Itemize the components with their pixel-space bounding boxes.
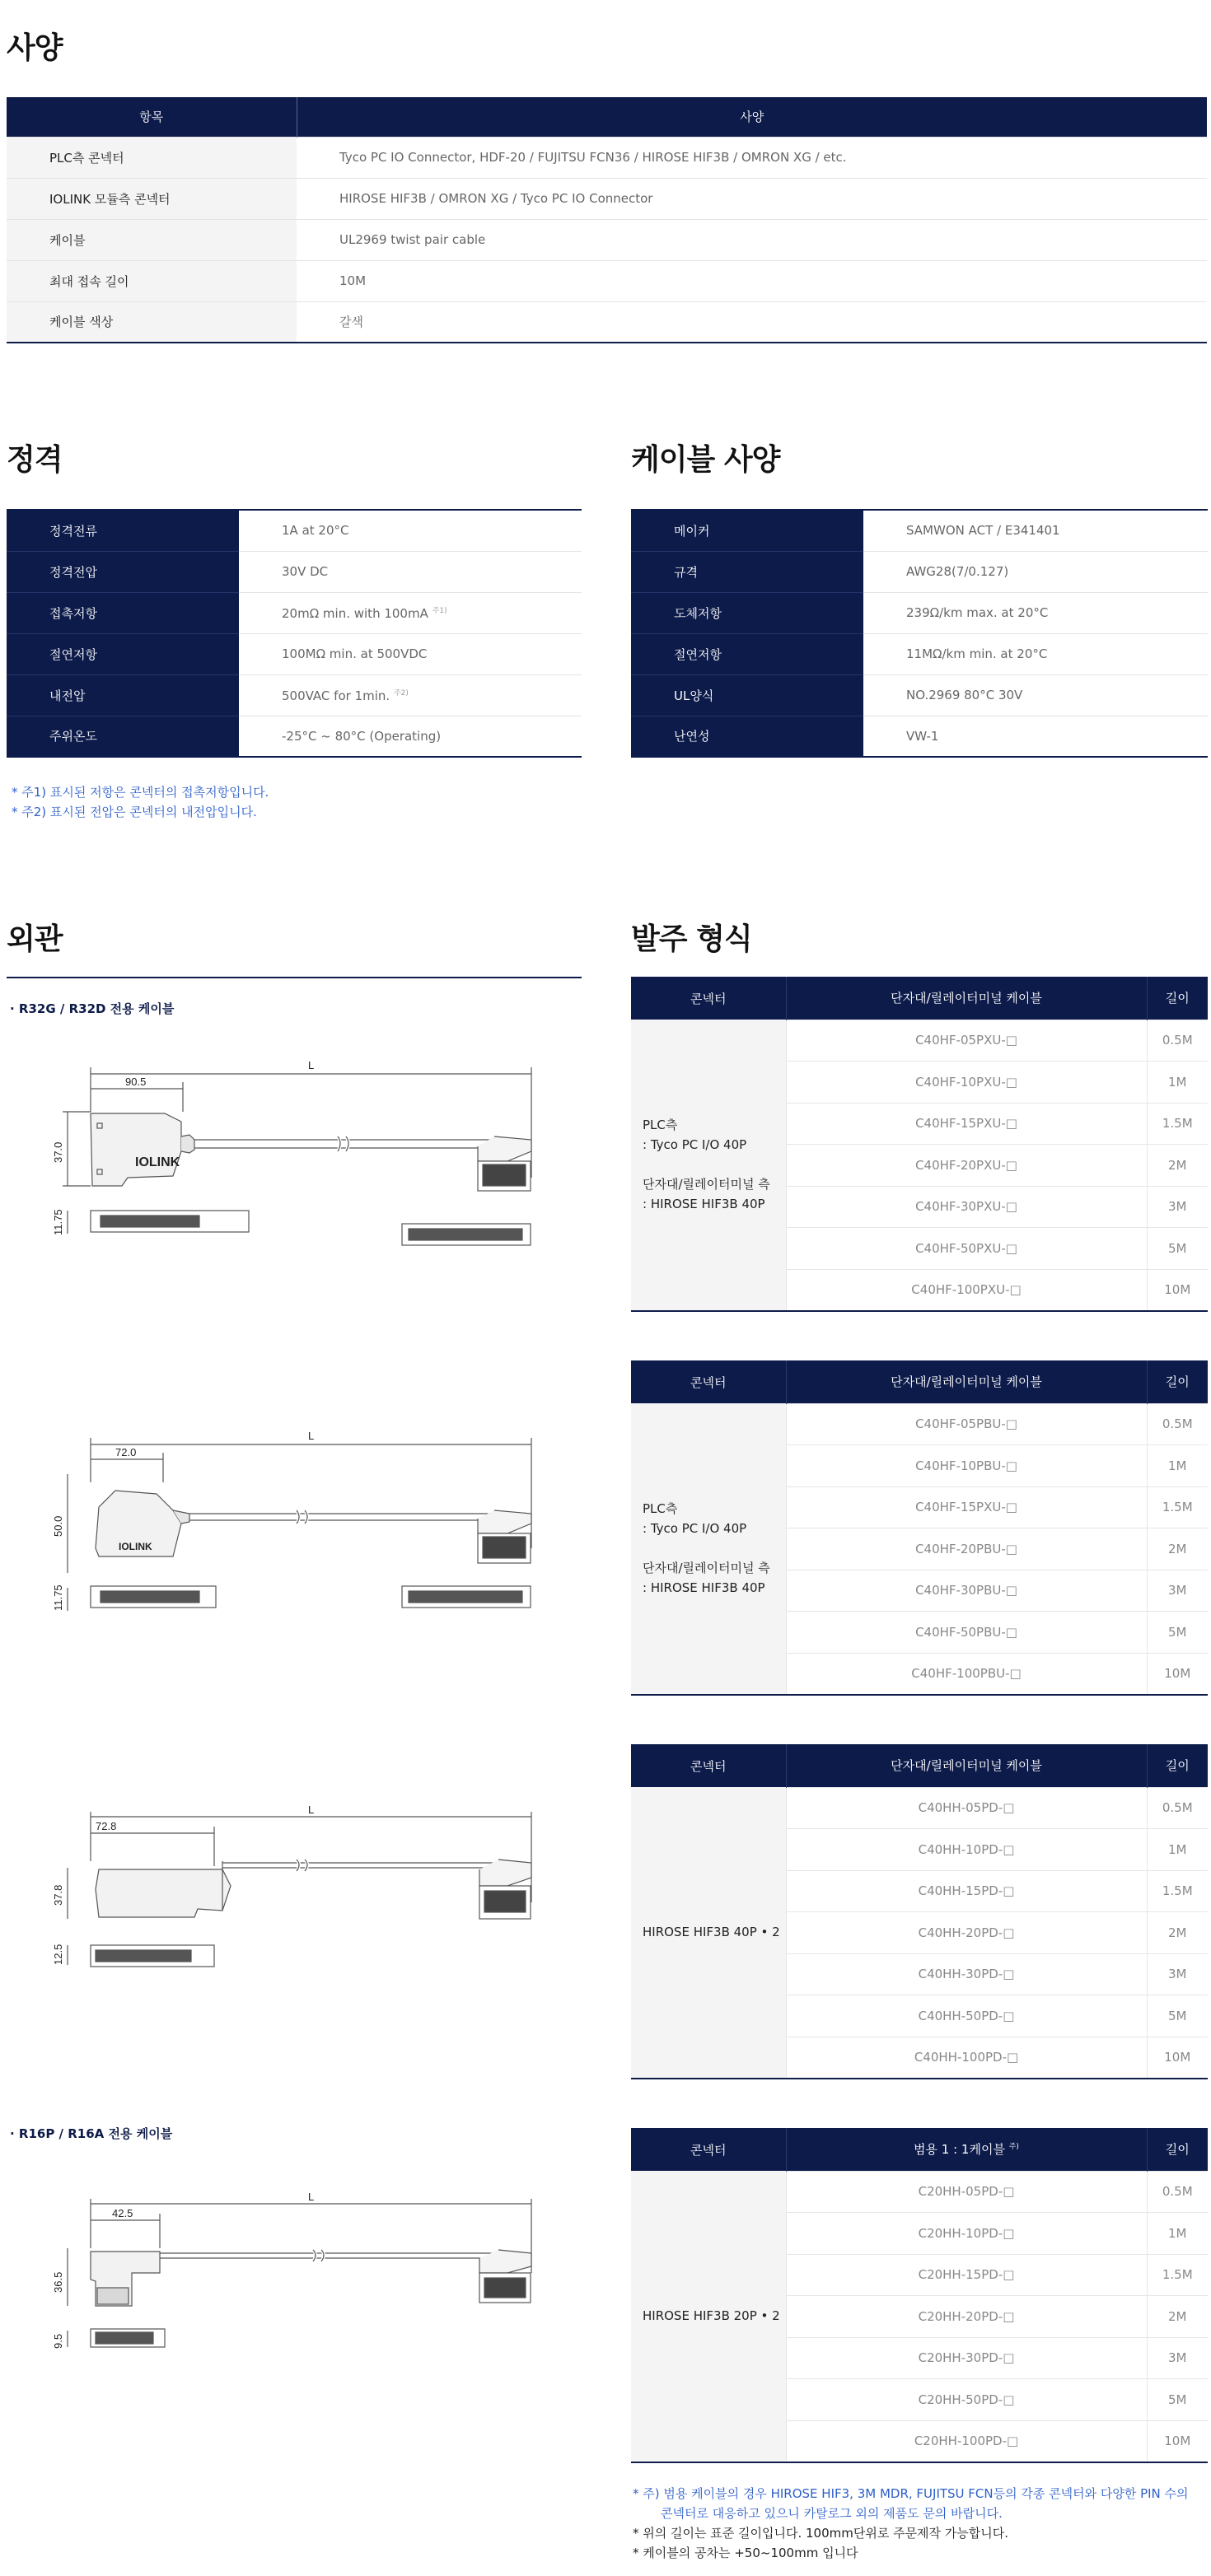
appearance-label-r16: · R16P / R16A 전용 케이블 — [10, 2126, 173, 2141]
table-row: C40HH-10PD-□ 1M — [631, 1829, 1208, 1871]
connector-cell: HIROSE HIF3B 20P • 2 — [631, 2171, 786, 2462]
table-row: C40HF-100PBU-□ 10M — [631, 1653, 1208, 1695]
table-row: C20HH-50PD-□ 5M — [631, 2379, 1208, 2421]
dimension-depth: 9.5 — [52, 2333, 64, 2349]
connector-cell: PLC측 : Tyco PC I/O 40P 단자대/릴레이터미널 측 : HIROSE HIF3B 40P — [631, 1403, 786, 1695]
table-row: 내전압 500VAC for 1min. $^{주2)}$ — [7, 674, 582, 716]
rating-table — [7, 509, 582, 758]
order-note-dark: * 위의 길이는 표준 길이입니다. 100mm단위로 주문제작 가능합니다. * 케이블의 공차는 +50~100mm 입니다 — [633, 2526, 1009, 2560]
order-table-1: 콘넥터 단자대/릴레이터미널 케이블 길이 PLC측 : Tyco PC I/O 40P 단자대/릴레이터미널 측 : HIROSE HIF3B 40P C40HF-05PXU-□ 0.5M C40HF-10PXU-□ 1M C40HF-15PXU-□ 1.5M C40HF-20PXU-□ 2M C40HF-30PXU-□ 3M C40HF-50PXU-□ 5M C40HF-100PXU-□ 10M — [631, 977, 1208, 1312]
dimension-length: L — [308, 1430, 315, 1442]
table-row: 케이블 UL2969 twist pair cable — [7, 219, 1207, 260]
dimension-height: 37.0 — [52, 1141, 64, 1163]
order-table-3: 콘넥터 단자대/릴레이터미널 케이블 길이 HIROSE HIF3B 40P • 2 C40HH-05PD-□ 0.5M C40HH-10PD-□ 1M C40HH-15PD-□ 1.5M C40HH-20PD-□ 2M C40HH-30PD-□ 3M C40HH-50PD-□ 5M C40HH-100PD-□ 10M — [631, 1744, 1208, 2079]
dimension-width: 90.5 — [125, 1076, 147, 1088]
footnote-marker: 주2) — [393, 689, 409, 698]
table-row: 절연저항 100MΩ min. at 500VDC — [7, 633, 582, 674]
dimension-height: 50.0 — [52, 1515, 64, 1537]
dimension-length: L — [308, 1804, 315, 1816]
cable-drawing-svg — [49, 1054, 544, 1252]
dimension-length: L — [308, 2191, 315, 2203]
table-row: C20HH-100PD-□ 10M — [631, 2420, 1208, 2462]
cable-drawing-svg — [49, 1425, 544, 1622]
table-row: C40HF-30PXU-□ 3M — [631, 1186, 1208, 1228]
table-row: C40HF-15PXU-□ 1.5M — [631, 1103, 1208, 1145]
table-row: 규격 AWG28(7/0.127) — [631, 551, 1208, 592]
table-row: HIROSE HIF3B 20P • 2 C20HH-05PD-□ 0.5M — [631, 2171, 1208, 2213]
table-row: C40HH-20PD-□ 2M — [631, 1912, 1208, 1954]
table-row: C40HF-20PBU-□ 2M — [631, 1528, 1208, 1570]
table-row: C40HH-15PD-□ 1.5M — [631, 1870, 1208, 1912]
table-row: C40HF-100PXU-□ 10M — [631, 1269, 1208, 1311]
cable-drawing-3 — [49, 1804, 544, 1985]
table-row: C20HH-30PD-□ 3M — [631, 2337, 1208, 2379]
dimension-length: L — [308, 1059, 315, 1071]
table-row: C20HH-20PD-□ 2M — [631, 2296, 1208, 2338]
table-row: C40HH-100PD-□ 10M — [631, 2037, 1208, 2079]
spec-title: 사양 — [7, 31, 63, 65]
appearance-label-r32: · R32G / R32D 전용 케이블 — [10, 1001, 175, 1016]
table-row: 접촉저항 20mΩ min. with 100mA $^{주1)}$ — [7, 592, 582, 633]
cable-drawing-2 — [49, 1425, 544, 1622]
dimension-height: 36.5 — [52, 2271, 64, 2293]
table-row: C40HF-50PBU-□ 5M — [631, 1612, 1208, 1654]
rating-title: 정격 — [7, 443, 63, 477]
table-row: 메이커 SAMWON ACT / E341401 — [631, 510, 1208, 551]
cable-drawing-4 — [49, 2191, 544, 2355]
dimension-width: 72.0 — [115, 1446, 137, 1458]
table-row: UL양식 NO.2969 80°C 30V — [631, 674, 1208, 716]
table-row: 케이블 색상 갈색 — [7, 301, 1207, 343]
table-row: IOLINK 모듈측 콘넥터 HIROSE HIF3B / OMRON XG / Tyco PC IO Connector — [7, 178, 1207, 219]
cable-drawing-1 — [49, 1054, 544, 1252]
dimension-depth: 11.75 — [52, 1209, 64, 1235]
table-row: 정격전압 30V DC — [7, 551, 582, 592]
table-row: C40HF-20PXU-□ 2M — [631, 1145, 1208, 1187]
table-row: C20HH-10PD-□ 1M — [631, 2213, 1208, 2255]
spec-table — [7, 97, 1207, 343]
table-row: C40HH-30PD-□ 3M — [631, 1953, 1208, 1995]
dimension-width: 42.5 — [112, 2207, 133, 2219]
order-title: 발주 형식 — [631, 922, 752, 956]
rating-notes: * 주1) 표시된 저항은 콘넥터의 접촉저항입니다. * 주2) 표시된 전압은 콘넥터의 내전압입니다. — [12, 785, 269, 819]
cable-drawing-svg — [49, 1804, 544, 1985]
table-row: 정격전류 1A at 20°C — [7, 510, 582, 551]
appearance-title: 외관 — [7, 922, 63, 956]
order-note-blue: * 주) 범용 케이블의 경우 HIROSE HIF3, 3M MDR, FUJITSU FCN등의 각종 콘넥터와 다양한 PIN 수의 콘넥터로 대응하고 있으니 카탈로그 외의 제품도 문의 바랍니다. — [633, 2486, 1189, 2521]
table-row: 절연저항 11MΩ/km min. at 20°C — [631, 633, 1208, 674]
appearance-divider — [7, 977, 582, 978]
table-row: C20HH-15PD-□ 1.5M — [631, 2254, 1208, 2296]
table-row: C40HF-10PBU-□ 1M — [631, 1445, 1208, 1487]
table-row: PLC측 : Tyco PC I/O 40P 단자대/릴레이터미널 측 : HIROSE HIF3B 40P C40HF-05PBU-□ 0.5M — [631, 1403, 1208, 1445]
cable-drawing-svg — [49, 2191, 544, 2355]
iolink-logo: IOLINK — [119, 1541, 152, 1552]
table-row: 도체저항 239Ω/km max. at 20°C — [631, 592, 1208, 633]
dimension-depth: 12.5 — [52, 1944, 64, 1965]
table-row: 주위온도 -25°C ~ 80°C (Operating) — [7, 716, 582, 757]
table-row: PLC측 : Tyco PC I/O 40P 단자대/릴레이터미널 측 : HIROSE HIF3B 40P C40HF-05PXU-□ 0.5M — [631, 1020, 1208, 1062]
table-row: C40HF-50PXU-□ 5M — [631, 1228, 1208, 1270]
order-table-2: 콘넥터 단자대/릴레이터미널 케이블 길이 PLC측 : Tyco PC I/O 40P 단자대/릴레이터미널 측 : HIROSE HIF3B 40P C40HF-05PBU-□ 0.5M C40HF-10PBU-□ 1M C40HF-15PXU-□ 1.5M C40HF-20PBU-□ 2M C40HF-30PBU-□ 3M C40HF-50PBU-□ 5M C40HF-100PBU-□ 10M — [631, 1360, 1208, 1696]
table-row: 난연성 VW-1 — [631, 716, 1208, 757]
order-table-4: 콘넥터 범용 1 : 1케이블 $^{주)}$ 길이 HIROSE HIF3B 20P • 2 C20HH-05PD-□ 0.5M C20HH-10PD-□ 1M C20HH-15PD-□ 1.5M C20HH-20PD-□ 2M C20HH-30PD-□ 3M C20HH-50PD-□ 5M C20HH-100PD-□ 10M — [631, 2128, 1208, 2463]
table-row: HIROSE HIF3B 40P • 2 C40HH-05PD-□ 0.5M — [631, 1787, 1208, 1829]
dimension-depth: 11.75 — [52, 1584, 64, 1611]
footnote-marker: 주) — [1008, 2143, 1019, 2152]
table-row: C40HF-30PBU-□ 3M — [631, 1570, 1208, 1612]
footnote-marker: 주1) — [432, 607, 447, 615]
table-row: C40HF-10PXU-□ 1M — [631, 1062, 1208, 1104]
spec-header-item: 항목 — [7, 97, 297, 137]
cable-title: 케이블 사양 — [631, 443, 780, 477]
dimension-width: 72.8 — [96, 1820, 117, 1832]
connector-cell: HIROSE HIF3B 40P • 2 — [631, 1787, 786, 2079]
connector-cell: PLC측 : Tyco PC I/O 40P 단자대/릴레이터미널 측 : HIROSE HIF3B 40P — [631, 1020, 786, 1311]
dimension-height: 37.8 — [52, 1884, 64, 1906]
cable-table — [631, 509, 1208, 758]
table-row: 최대 접속 길이 10M — [7, 260, 1207, 301]
table-row: C40HF-15PXU-□ 1.5M — [631, 1486, 1208, 1528]
table-row: PLC측 콘넥터 Tyco PC IO Connector, HDF-20 / FUJITSU FCN36 / HIROSE HIF3B / OMRON XG / etc. — [7, 137, 1207, 178]
spec-header-spec: 사양 — [297, 97, 1207, 137]
iolink-logo: IOLINK — [135, 1155, 180, 1169]
table-row: C40HH-50PD-□ 5M — [631, 1995, 1208, 2037]
